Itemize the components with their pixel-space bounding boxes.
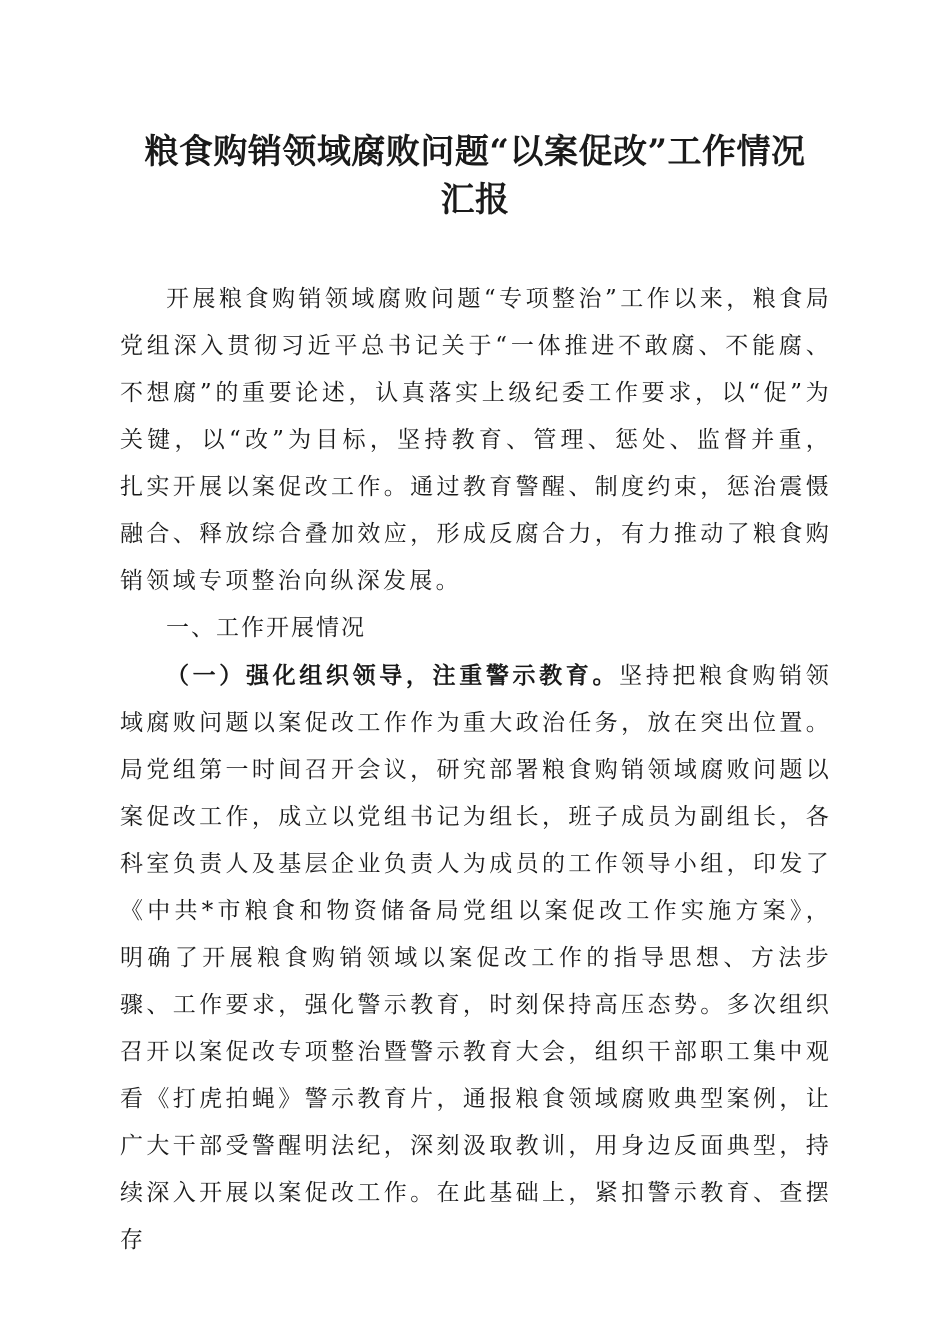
document-title [110, 128, 840, 224]
document-body [120, 276, 832, 1264]
subsection-text-1: 坚持把粮食购销领域腐败问题以案促改工作作为重大政治任务，放在突出位置。局党组第一时间召开会议，研究部署粮食购销领域腐败问题以案促改工作，成立以党组书记为组长，班子成员为副组长，各科室负责人及基层企业负责人为成员的工作领导小组，印发了《中共*市粮食和物资储备局党组以案促改工作实施方案》，明确了开展粮食购销领域以案促改工作的指导思想、方法步骤、工作要求，强化警示教育，时刻保持高压态势。多次组织召开以案促改专项整治暨警示教育大会，组织干部职工集中观看《打虎拍蝇》警示教育片，通报粮食领域腐败典型案例，让广大干部受警醒明法纪，深刻汲取教训，用身边反面典型，持续深入开展以案促改工作。在此基础上，紧扣警示教育、查摆存 [120, 663, 832, 1253]
section-heading-1: 一、工作开展情况 [166, 615, 366, 641]
title-line-2: 汇报 [440, 180, 510, 220]
subsection-paragraph-1 [120, 652, 832, 1264]
intro-paragraph: 开展粮食购销领域腐败问题“专项整治”工作以来，粮食局党组深入贯彻习近平总书记关于“一体推进不敢腐、不能腐、不想腐”的重要论述，认真落实上级纪委工作要求，以“促”为关键，以“改”为目标，坚持教育、管理、惩处、监督并重，扎实开展以案促改工作。通过教育警醒、制度约束，惩治震慑融合、释放综合叠加效应，形成反腐合力，有力推动了粮食购销领域专项整治向纵深发展。 [120, 286, 832, 594]
title-line-1: 粮食购销领域腐败问题“以案促改”工作情况 [144, 132, 806, 172]
subsection-heading-1: （一）强化组织领导，注重警示教育。 [166, 662, 620, 689]
